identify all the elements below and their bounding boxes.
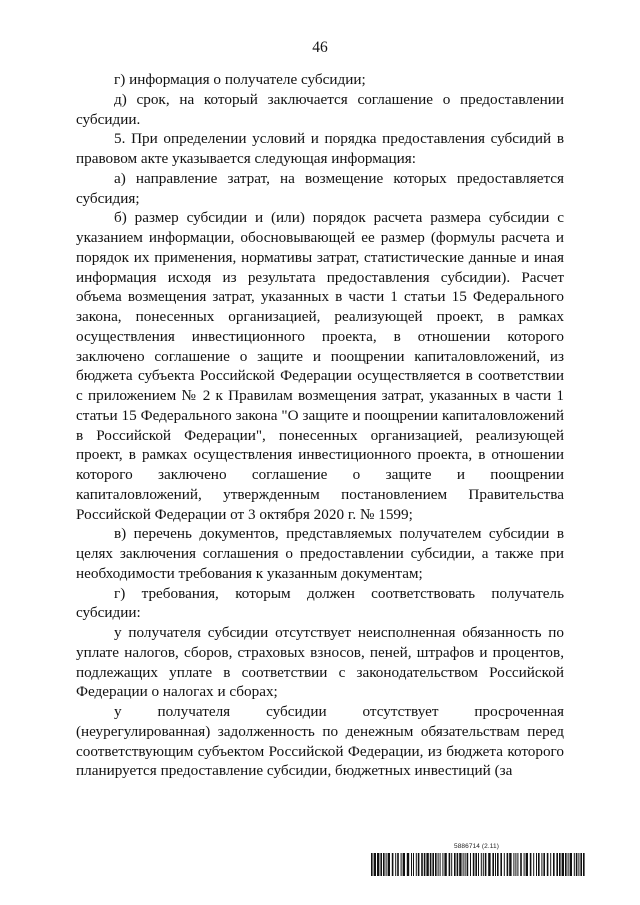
barcode-bar (459, 853, 461, 876)
barcode-bar (454, 853, 456, 876)
barcode-bar (570, 853, 572, 876)
barcode-bar (495, 853, 496, 876)
barcode-bar (504, 853, 505, 876)
barcode-bar (383, 853, 385, 876)
page-number: 46 (312, 39, 328, 56)
barcode-bar (377, 853, 379, 876)
barcode-bar (467, 853, 469, 876)
paragraph-section-5: 5. При определении условий и порядка предоставления субсидий в правовом акте указывается следующая информация: (76, 130, 564, 167)
document-body (76, 70, 564, 781)
barcode-bar (576, 853, 578, 876)
barcode-bar (583, 853, 585, 876)
barcode-bar (438, 853, 439, 876)
barcode-bar (442, 853, 443, 876)
barcode-bar (485, 853, 487, 876)
barcode-bar (562, 853, 564, 876)
barcode-bar (424, 853, 426, 876)
barcode-bar (481, 853, 482, 876)
barcode-bar (517, 853, 518, 876)
barcode-bar (411, 853, 412, 876)
paragraph-recipient-info: г) информация о получателе субсидии; (114, 71, 366, 88)
barcode-bar (444, 853, 446, 876)
barcode-bar (565, 853, 567, 876)
barcode-bar (538, 853, 540, 876)
barcode-bar (418, 853, 420, 876)
barcode-bar (392, 853, 394, 876)
barcode-bar (435, 853, 437, 876)
document-code: 5886714 (2.11) (454, 843, 500, 850)
barcode-bar (530, 853, 532, 876)
barcode-bar (488, 853, 490, 876)
barcode-bar (550, 853, 551, 876)
barcode-bar (380, 853, 382, 876)
paragraph-tax-obligation: у получателя субсидии отсутствует неисполненная обязанность по уплате налогов, сборов, страховых взносов, пеней, штрафов и процентов, подлежащих уплате в соответствии с законодательством Российской Федерации о налогах и сборах; (76, 624, 564, 701)
barcode-bar (574, 853, 575, 876)
barcode-bar (388, 853, 390, 876)
barcode-bar (513, 853, 514, 876)
barcode-bar (553, 853, 555, 876)
barcode-bar (547, 853, 549, 876)
barcode-bar (397, 853, 399, 876)
barcode-bar (526, 853, 528, 876)
barcode-bar (401, 853, 402, 876)
barcode-bar (421, 853, 423, 876)
barcode-bar (559, 853, 561, 876)
barcode-bar (440, 853, 441, 876)
barcode-bar (541, 853, 542, 876)
barcode-bar (578, 853, 579, 876)
barcode-bar (407, 853, 409, 876)
barcode-bar (507, 853, 509, 876)
paragraph-cost-direction: а) направление затрат, на возмещение которых предоставляется субсидия; (76, 169, 564, 207)
barcode-bar (483, 853, 484, 876)
barcode-bar (413, 853, 414, 876)
barcode-bar (432, 853, 434, 876)
barcode-bar (536, 853, 537, 876)
barcode-bar (478, 853, 479, 876)
barcode-bar (515, 853, 516, 876)
barcode-bar (520, 853, 522, 876)
barcode-bar (533, 853, 534, 876)
barcode-bar (386, 853, 387, 876)
barcode-bar (568, 853, 569, 876)
barcode-bar (449, 853, 451, 876)
barcode-bar (470, 853, 471, 876)
barcode-bar (403, 853, 405, 876)
barcode-bar (371, 853, 373, 876)
barcode-bar (509, 853, 511, 876)
barcode-bar (475, 853, 477, 876)
barcode-bar (524, 853, 525, 876)
barcode-bar (465, 853, 466, 876)
barcode-bar (426, 853, 428, 876)
barcode-bar (430, 853, 432, 876)
barcode-bar (416, 853, 417, 876)
paragraph-recipient-requirements: г) требования, которым должен соответствовать получатель субсидии: (76, 584, 564, 622)
paragraph-documents-list: в) перечень документов, представляемых получателем субсидии в целях заключения соглашения о предоставлении субсидии, а также при необходимости требования к указанным документам; (76, 525, 564, 582)
barcode-bar (500, 853, 502, 876)
barcode-bar (580, 853, 582, 876)
paragraph-debt-obligation: у получателя субсидии отсутствует просроченная (неурегулированная) задолженность по денежным обязательствам перед соответствующим субъектом Российской Федерации, из бюджета которого планируется предоставление субсидии, бюджетных инвестиций (за (76, 703, 564, 780)
barcode-bar (463, 853, 464, 876)
barcode-bar (473, 853, 475, 876)
paragraph-subsidy-size: б) размер субсидии и (или) порядок расчета размера субсидии с указанием информации, обосновывающей ее размер (формулы расчета и порядок их применения, нормативы затрат, статистические данные и иная информация исходя из результата предоставления субсидии). Расчет объема возмещения затрат, указанных в части 1 статьи 15 Федерального закона, понесенных организацией, реализующей проект, в рамках осуществления инвестиционного проекта, в отношении которого заключено соглашение о защите и поощрении капиталовложений, из бюджета субъекта Российской Федерации осуществляется в соответствии с приложением № 2 к Правилам возмещения затрат, указанных в части 1 статьи 15 Федерального закона "О защите и поощрении капиталовложений в Российской Федерации", понесенных организацией, реализующей проект, в рамках осуществления инвестиционного проекта, в отношении которого заключено соглашение о защите и поощрении капиталовложений, утвержденным постановлением Правительства Российской Федерации от 3 октября 2020 г. № 1599; (76, 209, 564, 523)
barcode-bar (395, 853, 396, 876)
barcode-bar (556, 853, 558, 876)
barcode-bar (374, 853, 376, 876)
paragraph-agreement-term: д) срок, на который заключается соглашение о предоставлении субсидии. (76, 90, 564, 128)
barcode-bar (492, 853, 494, 876)
barcode-bar (543, 853, 545, 876)
barcode-bar (457, 853, 459, 876)
barcode-image (371, 853, 585, 876)
barcode-bar (451, 853, 452, 876)
barcode-bar (497, 853, 499, 876)
